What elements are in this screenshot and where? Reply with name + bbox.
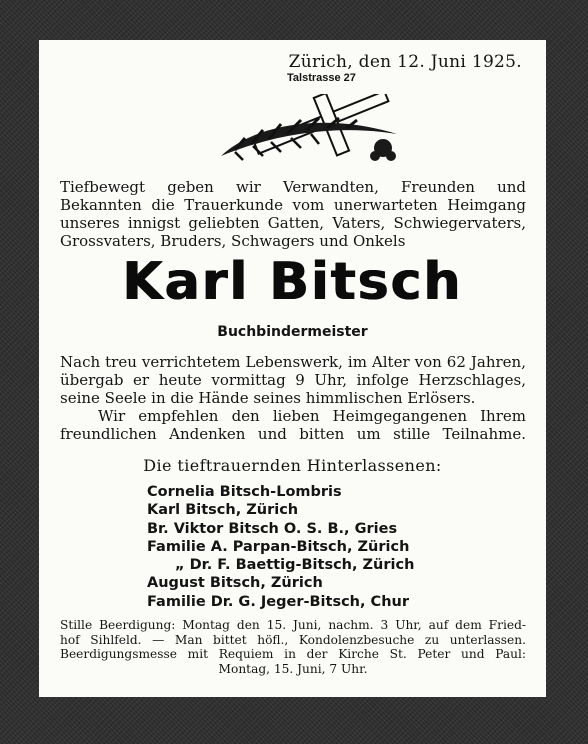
body-paragraph <box>60 353 526 443</box>
intro-line: unseres innigst geliebten Gatten, Vaters, Schwiegervaters, <box>60 214 526 232</box>
survivor-entry: Cornelia Bitsch-Lombris <box>147 484 342 500</box>
survivor-entry: Karl Bitsch, Zürich <box>147 502 299 519</box>
funeral-line: Stille Beerdigung: Montag den 15. Juni, nachm. 3 Uhr, auf dem Fried- <box>60 618 526 632</box>
funeral-notice <box>60 618 526 676</box>
survivor-entry: Familie Dr. G. Jeger-Bitsch, Chur <box>147 593 409 610</box>
intro-line: Tiefbewegt geben wir Verwandten, Freunden und <box>60 178 526 196</box>
deceased-profession: Buchbindermeister <box>217 324 368 340</box>
survivor-entry: Br. Viktor Bitsch O. S. B., Gries <box>147 520 398 537</box>
deceased-name: Karl Bitsch <box>122 252 463 312</box>
funeral-line: hof Sihlfeld. — Man bittet höfl., Kondolenzbesuche zu unterlassen. <box>60 632 526 647</box>
survivors-heading: Die tieftrauernden Hinterlassenen: <box>143 456 442 475</box>
body-line: Wir empfehlen den lieben Heimgegangenen Ihrem <box>98 407 526 425</box>
survivor-entry: Familie A. Parpan-Bitsch, Zürich <box>147 538 410 555</box>
body-line: seine Seele in die Hände seines himmlischen Erlösers. <box>60 389 476 407</box>
obituary-notice <box>39 40 546 697</box>
intro-line: Grossvaters, Bruders, Schwagers und Onkels <box>60 232 406 250</box>
address: Talstrasse 27 <box>287 72 356 84</box>
body-line: Nach treu verrichtetem Lebenswerk, im Alter von 62 Jahren, <box>60 353 526 371</box>
funeral-line: Beerdigungsmesse mit Requiem in der Kirche St. Peter und Paul: <box>60 647 526 661</box>
survivors-list <box>147 483 414 611</box>
intro-line: Bekannten die Trauerkunde vom unerwarteten Heimgang <box>60 196 526 214</box>
body-line: übergab er heute vormittag 9 Uhr, infolge Herzschlages, <box>60 371 526 389</box>
date-line: Zürich, den 12. Juni 1925. <box>288 52 522 72</box>
funeral-line: Montag, 15. Juni, 7 Uhr. <box>218 661 368 676</box>
cross-with-palm-branch-icon <box>215 94 405 174</box>
survivor-entry: „ Dr. F. Baettig-Bitsch, Zürich <box>175 557 415 574</box>
survivor-entry: August Bitsch, Zürich <box>147 575 323 592</box>
intro-paragraph <box>60 178 526 250</box>
body-line: freundlichen Andenken und bitten um stille Teilnahme. <box>60 425 526 443</box>
